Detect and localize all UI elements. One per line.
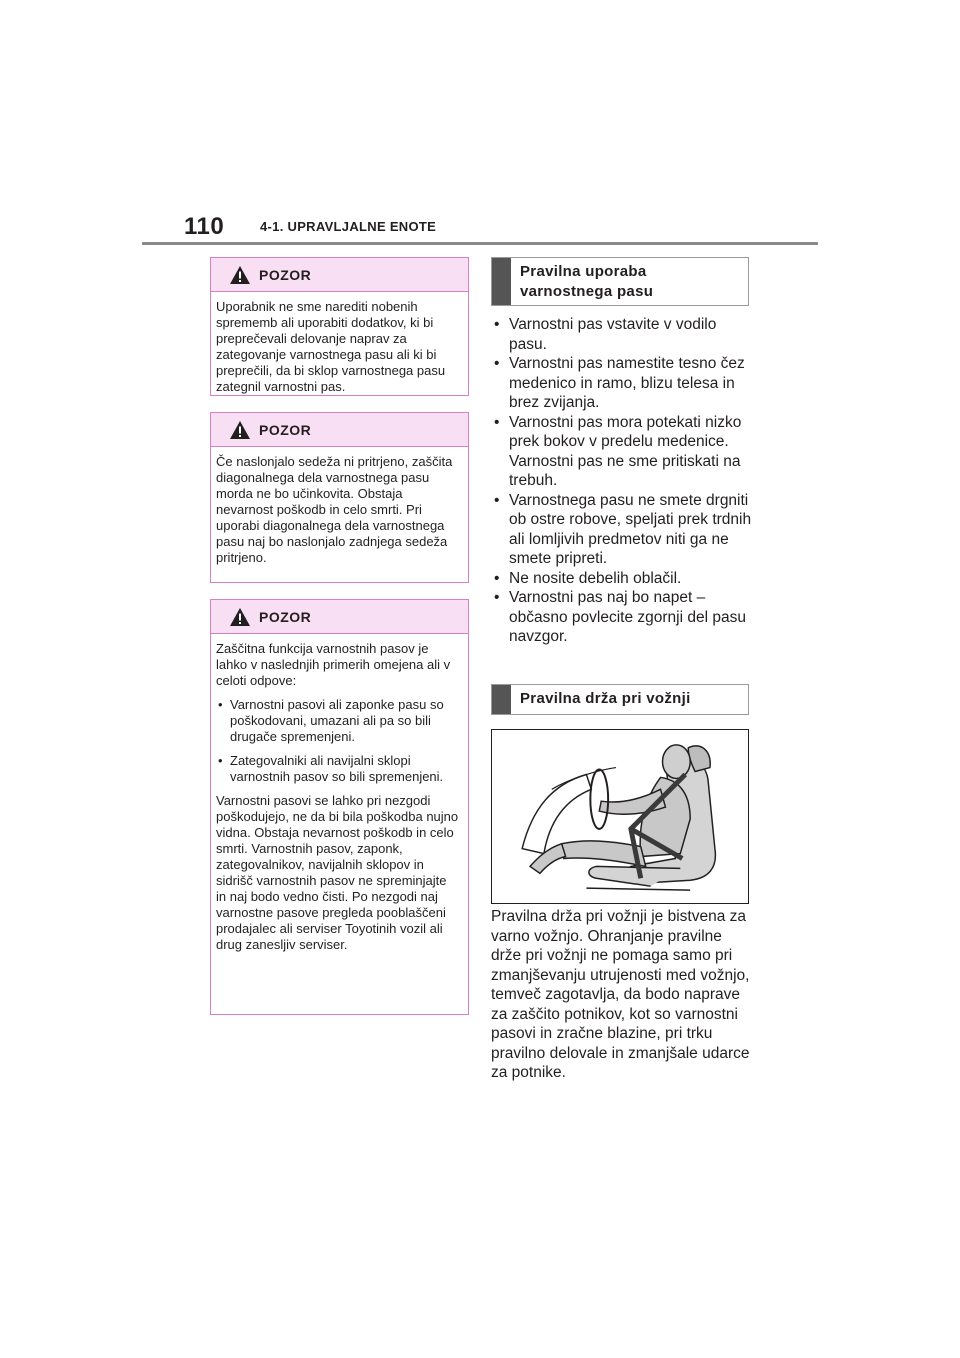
seatbelt-bullet-list: [491, 315, 756, 647]
section-heading-bar: [492, 685, 511, 714]
list-item: • Zategovalniki ali navijalni sklopi varnostnih pasov so bili spremenjeni.: [216, 753, 460, 785]
page-number: 110: [184, 213, 225, 240]
warning-outro: Varnostni pasovi se lahko pri nezgodi poškodujejo, ne da bi bila poškodba nujno vidna. Obstaja nevarnost poškodb in celo smrti. Varnostnih pasov, zaponk, zategovalnikov, navijalnih sklopov in sidrišč varnostnih pasov ne spreminjajte in naj bodo vedno čisti. Po nezgodi naj varnostne pasove pregleda pooblaščeni prodajalec ali serviser Toyotinih vozil ali drug zanesljiv serviser.: [216, 793, 459, 952]
warning-title: POZOR: [259, 422, 312, 438]
driver-seatbelt-illustration: [492, 730, 748, 903]
section-heading-text: [492, 258, 748, 306]
warning-box-2: [210, 412, 469, 583]
warning-title: POZOR: [259, 267, 312, 283]
section-heading-line-2: varnostnega pasu: [520, 283, 654, 300]
page-header: [184, 213, 824, 243]
warning-title: POZOR: [259, 609, 312, 625]
warning-intro: Zaščitna funkcija varnostnih pasov je lahko v naslednjih primerih omejena ali v celoti odpove:: [216, 641, 451, 688]
warning-header: [211, 600, 468, 634]
section-heading-correct-use: [491, 257, 749, 306]
list-item: • Varnostni pas vstavite v vodilo pasu.: [491, 315, 756, 354]
warning-box-3: [210, 599, 469, 1015]
list-item: • Varnostni pas mora potekati nizko prek bokov v predelu medenice. Varnostni pas ne sme pritiskati na trebuh.: [491, 413, 756, 491]
warning-triangle-icon: [229, 607, 251, 627]
section-heading-line-1: Pravilna uporaba: [520, 263, 647, 280]
header-rule: [142, 242, 818, 245]
warning-text: Uporabnik ne sme narediti nobenih sprememb ali uporabiti dodatkov, ki bi preprečevali delovanje naprav za zategovanje varnostnega pasu ali ki bi preprečili, da bi sklop varnostnega pasu zategnil varnostni pas.: [216, 299, 446, 394]
section-title: 4-1. UPRAVLJALNE ENOTE: [260, 219, 437, 234]
driving-posture-illustration: [491, 729, 749, 904]
warning-body: [211, 292, 468, 404]
warning-body: [211, 634, 468, 962]
warning-body: [211, 447, 468, 575]
warning-list: [216, 697, 460, 785]
warning-box-1: [210, 257, 469, 396]
section-heading-bar: [492, 258, 511, 305]
list-item: • Varnostni pas naj bo napet – občasno povlecite zgornji del pasu navzgor.: [491, 588, 756, 647]
list-item: • Varnostni pasovi ali zaponke pasu so poškodovani, umazani ali pa so bili drugače spremenjeni.: [216, 697, 460, 745]
warning-triangle-icon: [229, 265, 251, 285]
warning-header: [211, 413, 468, 447]
list-item: • Varnostni pas namestite tesno čez medenico in ramo, blizu telesa in brez zvijanja.: [491, 354, 756, 413]
warning-header: [211, 258, 468, 292]
warning-text: Če naslonjalo sedeža ni pritrjeno, zaščita diagonalnega dela varnostnega pasu morda ne bo učinkovita. Obstaja nevarnost poškodb in celo smrti. Pri uporabi diagonalnega dela varnostnega pasu naj bo naslonjalo zadnjega sedeža pritrjeno.: [216, 454, 453, 565]
warning-triangle-icon: [229, 420, 251, 440]
driving-posture-paragraph: Pravilna drža pri vožnji je bistvena za varno vožnjo. Ohranjanje pravilne drže pri vožnji ne pomaga samo pri zmanjševanju utrujenosti med vožnjo, temveč zagotavlja, da bodo naprave za zaščito potnikov, kot so varnostni pasovi in zračne blazine, pri trku pravilno delovale in zmanjšale udarce za potnike.: [491, 908, 750, 1081]
section-heading-text: Pravilna drža pri vožnji: [520, 690, 691, 707]
section-heading-driving-posture: [491, 684, 749, 715]
list-item: • Ne nosite debelih oblačil.: [491, 569, 756, 589]
list-item: • Varnostnega pasu ne smete drgniti ob ostre robove, speljati prek trdnih ali lomljivih predmetov niti ga ne smete pripreti.: [491, 491, 756, 569]
